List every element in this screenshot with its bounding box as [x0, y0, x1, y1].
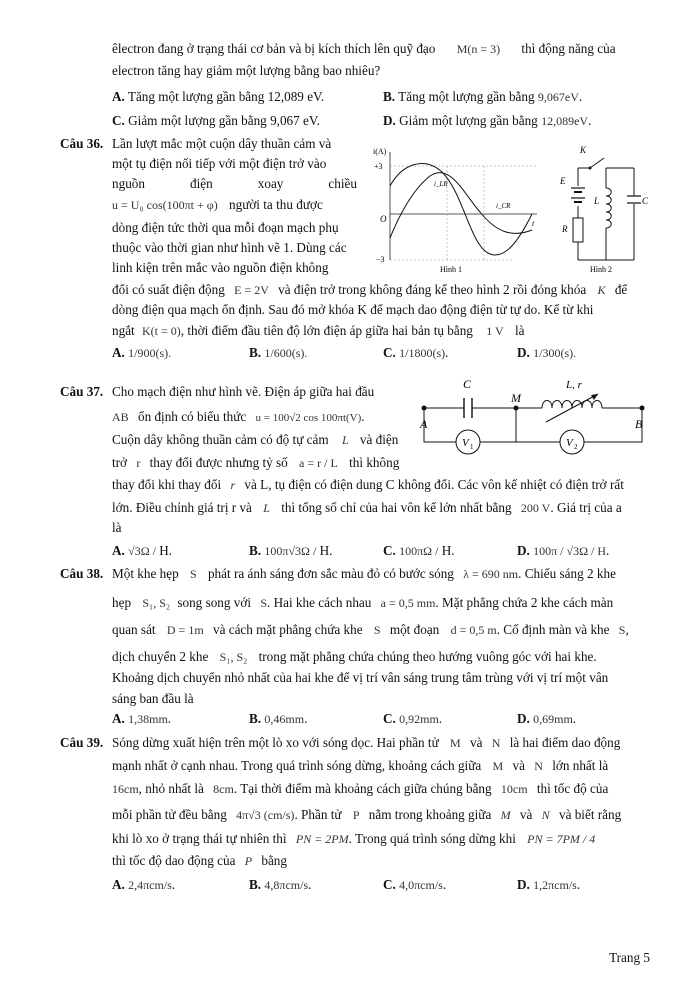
option-c: C. Giảm một lượng gần bằng 9,067 eV. [112, 113, 321, 128]
inductor-label: L [594, 196, 600, 206]
text-line: quan sát D = 1m và cách mặt phẳng chứa khe S một đoạn d = 0,5 m. Cố định màn và khe S, [112, 622, 629, 637]
text-line: u = U₀ cos(100πt + φ) người ta thu được [112, 197, 323, 212]
text-line: Cho mạch điện như hình vẽ. Điện áp giữa hai đầu [112, 384, 375, 399]
voltmeter-1-label: V [462, 437, 469, 449]
text-line: linh kiện trên mắc vào nguồn điện không [112, 260, 329, 275]
voltmeter-2-label: V [566, 437, 573, 449]
question-39-label: Câu 39. [60, 735, 104, 750]
option-a: A. Tăng một lượng gần bằng 12,089 eV. [112, 89, 325, 104]
lc-circuit-figure [556, 140, 652, 274]
capacitor-label: C [463, 378, 472, 391]
text-line: thì tốc độ dao động của P bằng [112, 853, 287, 868]
text-line: mạnh nhất ở cạnh nhau. Trong quá trình sóng dừng, khoảng cách giữa M và N lớn nhất là [112, 758, 609, 773]
option-a: A. 2,4πcm/s. [112, 877, 176, 892]
option-b: B. 0,46mm. [249, 711, 308, 726]
switch-pivot [589, 167, 592, 170]
switch-k [590, 158, 604, 168]
option-c: C. 0,92mm. [383, 711, 443, 726]
node-b-label: B [635, 417, 643, 431]
option-b: B. Tăng một lượng gần bằng 9,067eV. [383, 89, 583, 104]
origin-label: O [380, 214, 387, 224]
text-line: hẹp S₁, S₂ song song với S. Hai khe cách nhau a = 0,5 mm. Mặt phẳng chứa 2 khe cách màn [112, 595, 614, 610]
curve-i-lr [390, 164, 532, 255]
text-line: Khoảng dịch chuyển nhỏ nhất của hai khe để vị trí vân sáng trung tâm trùng với vị trí một vân [112, 670, 609, 685]
figure-caption: Hình 2 [590, 265, 612, 274]
node-a-label: A [420, 417, 428, 431]
text-line: Một khe hẹp S phát ra ánh sáng đơn sắc màu đỏ có bước sóng λ = 690 nm. Chiếu sáng 2 khe [112, 566, 616, 581]
text-line: êlectron đang ở trạng thái cơ bản và bị kích thích lên quỹ đạo M(n = 3) thì động năng của [112, 41, 616, 56]
option-b: B. 1/600(s). [249, 345, 308, 360]
option-c: C. 4,0πcm/s. [383, 877, 447, 892]
option-b: B. 100π√3Ω / H. [249, 543, 333, 558]
coil-label: L, r [566, 379, 582, 391]
text-line: 16cm, nhỏ nhất là 8cm. Tại thời điểm mà khoảng cách giữa chúng bằng 10cm thì tốc độ của [112, 781, 609, 796]
wire [584, 408, 642, 442]
voltmeter-circuit-figure [418, 378, 650, 460]
option-d: D. 100π / √3Ω / H. [517, 543, 610, 558]
text-line: là [112, 520, 122, 535]
emf-label: E [560, 176, 566, 186]
text-line: electron tăng hay giảm một lượng bằng bao nhiêu? [112, 63, 381, 78]
text-line: thuộc vào thời gian như hình vẽ 1. Dùng các [112, 240, 347, 255]
current-graph-figure [372, 142, 552, 274]
text-line: Sóng dừng xuất hiện trên một lò xo với sóng dọc. Hai phần tử M và N là hai điểm dao động [112, 735, 621, 750]
option-c: C. 1/1800(s). [383, 345, 449, 360]
text-line: một tụ điện nối tiếp với một điện trở vào [112, 156, 327, 171]
y-min-label: −3 [376, 255, 385, 264]
y-axis-label: i(A) [373, 147, 387, 156]
text-line: dịch chuyển 2 khe S₁, S₂ trong mặt phẳng chứa chúng theo hướng vuông góc với hai khe. [112, 649, 597, 664]
text-line: mỗi phần tử đều bằng 4π√3 (cm/s). Phần tử P nằm trong khoảng giữa M và N và biết rằng [112, 807, 622, 822]
text-line: Cuộn dây không thuần cảm có độ tự cảm L và điện [112, 432, 399, 447]
option-d: D. 1,2πcm/s. [517, 877, 581, 892]
x-axis-label: t [532, 219, 535, 228]
y-max-label: +3 [374, 162, 383, 171]
text-line: AB ổn định có biểu thức u = 100√2 cos 100πt(V). [112, 409, 365, 424]
text-line: thay đổi khi thay đổi r và L, tụ điện có điện dung C không đổi. Các vôn kế nhiệt có điện trở rất [112, 477, 624, 492]
text-line: Lần lượt mắc một cuộn dây thuần cảm và [112, 136, 332, 151]
inductor-coil [542, 401, 602, 409]
option-a: A. √3Ω / H. [112, 543, 173, 558]
option-d: D. 0,69mm. [517, 711, 577, 726]
text-line: lớn. Điều chỉnh giá trị r và L thì tổng số chỉ của hai vôn kế lớn nhất bằng 200 V. Giá trị của a [112, 500, 622, 515]
question-37-label: Câu 37. [60, 384, 104, 399]
option-a: A. 1/900(s). [112, 345, 172, 360]
text-line: ngắt K(t = 0), thời điểm đầu tiên độ lớn điện áp giữa hai bản tụ bằng 1 V là [112, 323, 525, 338]
node-m-label: M [511, 391, 521, 405]
text-line: khi lò xo ở trạng thái tự nhiên thì PN = 2PM. Trong quá trình sóng dừng khi PN = 7PM / 4 [112, 831, 596, 846]
variable-arrow [546, 394, 598, 422]
capacitor-label: C [642, 196, 649, 206]
text-line: trở r thay đổi được nhưng tỷ số a = r / L thì không [112, 455, 400, 470]
curve-label: i_LR [434, 180, 448, 188]
voltmeter-1-subscript: 1 [470, 443, 474, 451]
resistor-label: R [562, 224, 568, 234]
text-line: sáng ban đầu là [112, 691, 194, 706]
text-line: nguồn điện xoay chiều [112, 176, 357, 191]
curve-label: i_CR [496, 202, 511, 210]
option-a: A. 1,38mm. [112, 711, 172, 726]
text-line: dòng điện qua mạch ổn định. Sau đó mở khóa K để mạch dao động điện từ tự do. Kể từ khi [112, 302, 594, 317]
option-b: B. 4,8πcm/s. [249, 877, 312, 892]
resistor [573, 218, 583, 242]
text-line: dòng điện tức thời qua mỗi đoạn mạch phụ [112, 220, 339, 235]
voltmeter-2-subscript: 2 [574, 443, 578, 451]
option-d: D. Giảm một lượng gần bằng 12,089eV. [383, 113, 592, 128]
figure-caption: Hình 1 [440, 265, 462, 274]
question-36-label: Câu 36. [60, 136, 104, 151]
question-38-label: Câu 38. [60, 566, 104, 581]
wire [480, 408, 516, 442]
switch-label: K [580, 145, 587, 155]
text-line: đổi có suất điện động E = 2V và điện trở trong không đáng kể theo hình 2 rồi đóng khóa K để [112, 282, 628, 297]
page-number: Trang 5 [609, 950, 650, 965]
option-d: D. 1/300(s). [517, 345, 577, 360]
option-c: C. 100πΩ / H. [383, 543, 455, 558]
wire [424, 408, 456, 442]
